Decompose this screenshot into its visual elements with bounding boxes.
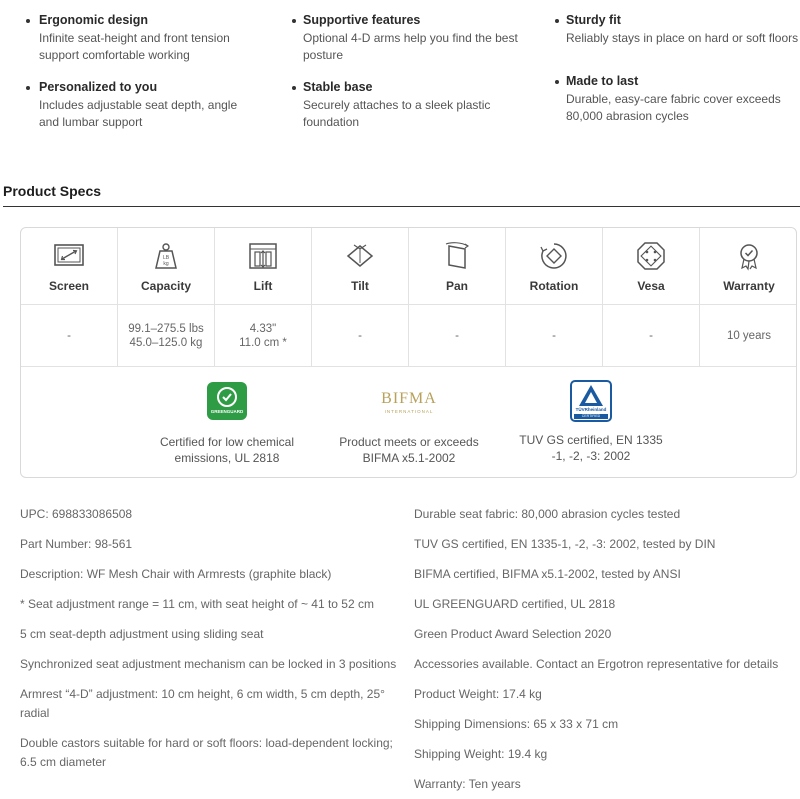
detail-line: BIFMA certified, BIFMA x5.1-2002, tested by ANSI bbox=[414, 567, 681, 581]
detail-line: Product Weight: 17.4 kg bbox=[414, 687, 542, 701]
spec-col-tilt bbox=[312, 228, 409, 304]
tuv-logo-sub: CERTIFIED bbox=[581, 414, 601, 418]
divider bbox=[3, 206, 800, 207]
feature-item bbox=[303, 79, 533, 131]
feature-title: Personalized to you bbox=[0, 79, 240, 96]
spec-col-screen bbox=[21, 228, 118, 304]
feature-item bbox=[566, 12, 800, 47]
spec-label: Pan bbox=[445, 279, 468, 293]
bifma-logo-text: BIFMA bbox=[381, 390, 437, 407]
spec-value-cell bbox=[21, 305, 118, 366]
spec-values-row bbox=[21, 305, 797, 367]
detail-line: UL GREENGUARD certified, UL 2818 bbox=[414, 597, 616, 611]
detail-line: Shipping Weight: 19.4 kg bbox=[414, 747, 548, 761]
cert-greenguard bbox=[147, 382, 307, 466]
tuv-logo-text: TÜVRheinland bbox=[575, 407, 607, 412]
certifications bbox=[21, 368, 797, 478]
cert-text: Product meets or exceeds BIFMA x5.1-2002 bbox=[339, 435, 479, 465]
feature-item bbox=[0, 12, 240, 64]
spec-col-lift bbox=[215, 228, 312, 304]
spec-value: 4.33" 11.0 cm * bbox=[239, 322, 287, 349]
spec-label: Tilt bbox=[351, 279, 369, 293]
spec-label: Lift bbox=[253, 279, 273, 293]
spec-label: Rotation bbox=[529, 279, 579, 293]
detail-line: Armrest “4-D” adjustment: 10 cm height, 6 cm width, 5 cm depth, 25° radial bbox=[20, 687, 385, 720]
spec-value-cell bbox=[700, 305, 797, 366]
spec-col-vesa bbox=[603, 228, 700, 304]
greenguard-logo-text: GREENGUARD bbox=[210, 409, 244, 414]
detail-line: 5 cm seat-depth adjustment using sliding seat bbox=[20, 627, 264, 641]
spec-header-row bbox=[21, 228, 797, 305]
spec-value: 10 years bbox=[726, 329, 772, 342]
detail-line: Double castors suitable for hard or soft floors: load-dependent locking; 6.5 cm diameter bbox=[20, 736, 393, 769]
detail-line: * Seat adjustment range = 11 cm, with seat height of ~ 41 to 52 cm bbox=[20, 597, 374, 611]
spec-col-warranty bbox=[700, 228, 797, 304]
spec-label: Vesa bbox=[637, 279, 665, 293]
warranty-icon bbox=[733, 240, 765, 272]
spec-col-pan bbox=[409, 228, 506, 304]
spec-value-cell bbox=[312, 305, 409, 366]
detail-line: Description: WF Mesh Chair with Armrests (graphite black) bbox=[20, 567, 332, 581]
lift-icon bbox=[247, 240, 279, 272]
spec-col-rotation bbox=[506, 228, 603, 304]
feature-item bbox=[566, 73, 800, 125]
spec-value: - bbox=[67, 329, 71, 342]
spec-value: 99.1–275.5 lbs 45.0–125.0 kg bbox=[128, 322, 204, 349]
tilt-icon bbox=[344, 240, 376, 272]
cert-tuv bbox=[511, 382, 671, 464]
specs-heading: Product Specs bbox=[3, 183, 102, 199]
bifma-logo-sub: INTERNATIONAL bbox=[384, 409, 434, 414]
cert-bifma bbox=[329, 382, 489, 466]
feature-item bbox=[303, 12, 533, 64]
features-section bbox=[0, 0, 800, 150]
pan-icon bbox=[441, 240, 473, 272]
svg-text:kg: kg bbox=[163, 261, 169, 267]
bifma-logo bbox=[379, 382, 439, 422]
feature-title: Supportive features bbox=[303, 12, 533, 29]
detail-line: Synchronized seat adjustment mechanism can be locked in 3 positions bbox=[20, 657, 397, 671]
spec-value-cell bbox=[118, 305, 215, 366]
weight-icon bbox=[150, 240, 182, 272]
spec-label: Capacity bbox=[140, 279, 192, 293]
spec-value-cell bbox=[215, 305, 312, 366]
greenguard-logo bbox=[207, 382, 247, 422]
feature-item bbox=[0, 79, 240, 131]
detail-line: UPC: 698833086508 bbox=[20, 507, 133, 521]
detail-line: Shipping Dimensions: 65 x 33 x 71 cm bbox=[414, 717, 619, 731]
tuv-logo bbox=[570, 380, 612, 422]
spec-table bbox=[20, 227, 797, 478]
feature-title: Ergonomic design bbox=[0, 12, 240, 29]
detail-line: TUV GS certified, EN 1335-1, -2, -3: 2002, tested by DIN bbox=[414, 537, 716, 551]
feature-title: Stable base bbox=[303, 79, 533, 96]
cert-text: TUV GS certified, EN 1335 -1, -2, -3: 2002 bbox=[519, 433, 663, 463]
feature-desc: Includes adjustable seat depth, angle and lumbar support bbox=[39, 98, 238, 129]
spec-value-cell bbox=[506, 305, 603, 366]
feature-title: Made to last bbox=[566, 73, 800, 90]
feature-desc: Reliably stays in place on hard or soft floors bbox=[566, 31, 799, 45]
details-left-column bbox=[20, 505, 405, 783]
spec-value: - bbox=[455, 329, 459, 342]
spec-value: - bbox=[552, 329, 556, 342]
feature-desc: Infinite seat-height and front tension support comfortable working bbox=[39, 31, 230, 62]
detail-line: Part Number: 98-561 bbox=[20, 537, 133, 551]
feature-title: Sturdy fit bbox=[566, 12, 800, 29]
spec-label: Warranty bbox=[723, 279, 775, 293]
spec-value: - bbox=[649, 329, 653, 342]
feature-desc: Securely attaches to a sleek plastic foundation bbox=[303, 98, 491, 129]
greenguard-icon bbox=[207, 382, 247, 420]
spec-value-cell bbox=[603, 305, 700, 366]
spec-col-capacity bbox=[118, 228, 215, 304]
detail-line: Durable seat fabric: 80,000 abrasion cycles tested bbox=[414, 507, 681, 521]
detail-line: Warranty: Ten years bbox=[414, 777, 521, 791]
detail-line: Green Product Award Selection 2020 bbox=[414, 627, 612, 641]
spec-value-cell bbox=[409, 305, 506, 366]
screen-icon bbox=[53, 240, 85, 272]
feature-desc: Optional 4-D arms help you find the best posture bbox=[303, 31, 518, 62]
cert-text: Certified for low chemical emissions, UL 2818 bbox=[159, 435, 295, 465]
detail-line: Accessories available. Contact an Ergotron representative for details bbox=[414, 657, 779, 671]
spec-value: - bbox=[358, 329, 362, 342]
feature-desc: Durable, easy-care fabric cover exceeds 80,000 abrasion cycles bbox=[566, 92, 781, 123]
svg-text:LB: LB bbox=[162, 255, 170, 261]
rotation-icon bbox=[538, 240, 570, 272]
vesa-icon bbox=[635, 240, 667, 272]
spec-label: Screen bbox=[48, 279, 90, 293]
details-right-column bbox=[414, 505, 800, 799]
